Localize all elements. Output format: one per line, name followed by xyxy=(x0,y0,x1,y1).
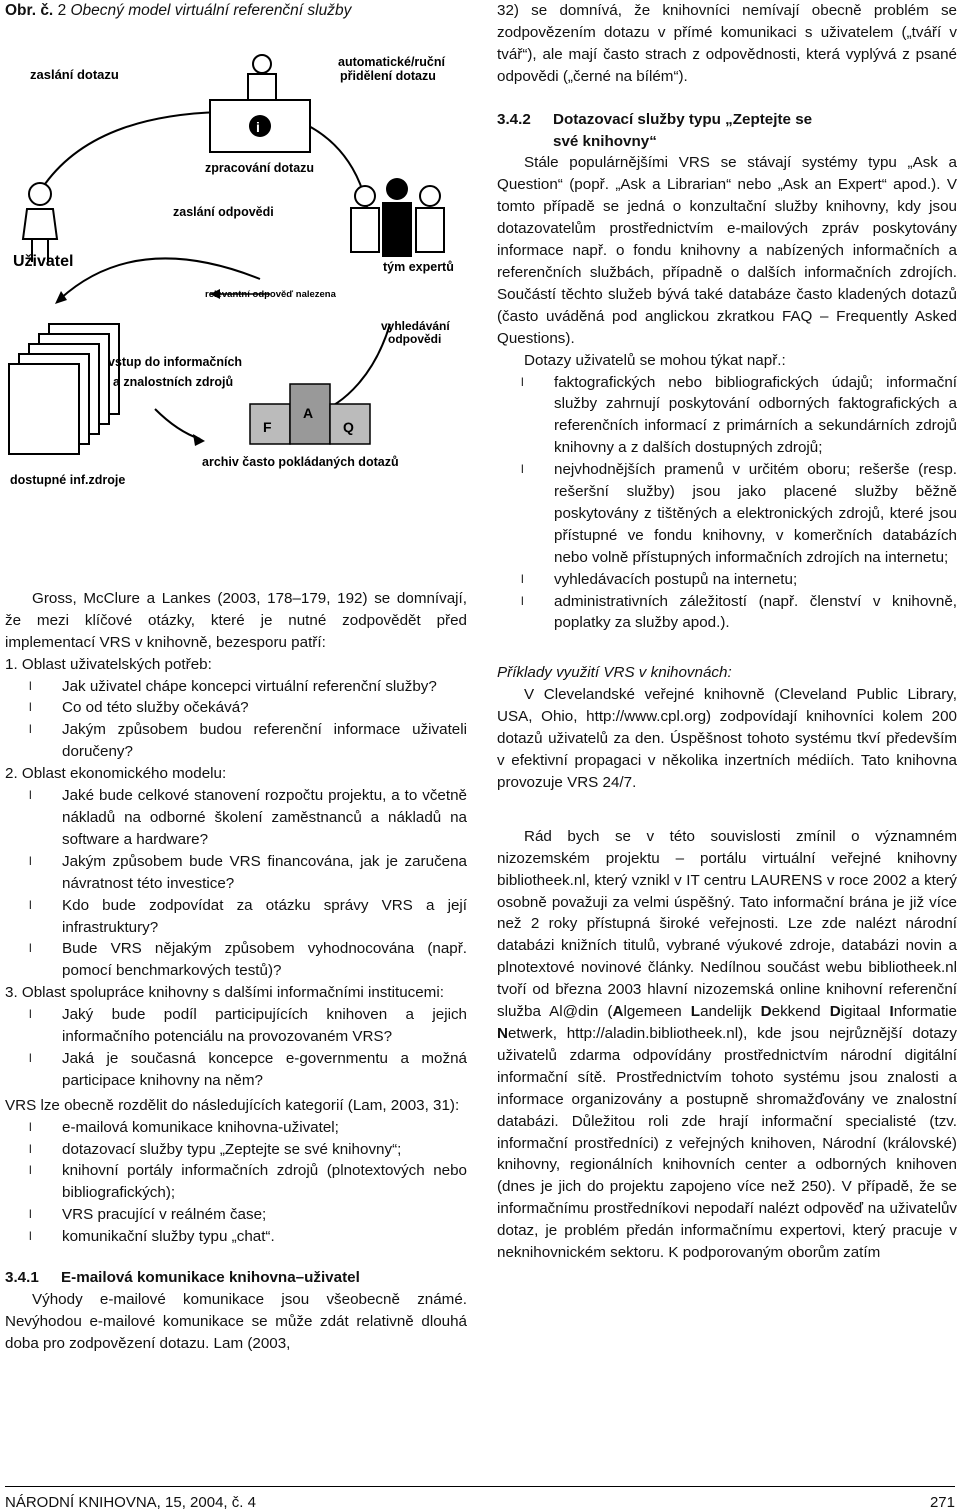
list-item: l Kdo bude zodpovídat za otázku správy VRS a její infrastruktury? xyxy=(5,895,467,939)
documents-stack-icon xyxy=(9,324,119,454)
list-item: l Jak uživatel chápe koncepci virtuální referenční služby? xyxy=(5,676,467,698)
list-item: l vyhledávacích postupů na internetu; xyxy=(497,569,957,591)
list-item: l nejvhodnějších pramenů v určitém oboru; rešerše (resp. rešeršní služby) jsou jako placené služby běžně poskytovány z tištěných a elektronických zdrojů, které jsou přístupné ve fondu knihovny, v komerčních databázích nebo volně přístupných informačních zdrojích na internetu; xyxy=(497,459,957,569)
label-processing: zpracování dotazu xyxy=(205,160,315,175)
continued-paragraph: 32) se domnívá, že knihovníci nemívají obecně problém se zodpovězením dotazu v přímé komunikaci s uživatelem („tváří v tvář“), ale mají často strach z odpovědnosti, která vyplývá z psané odpovědi („černé na bílém“). xyxy=(497,2,957,85)
bibliotheek-paragraph: Rád bych se v této souvislosti zmínil o významném nizozemském projektu – portálu virtuální veřejné knihovny bibliotheek.nl, který vznikl v IT centru LAURENS v roce 2002 a který osobně považuji za velmi úspěšný. Tato informační brána je již více než 2 roky přístupná široké veřejnosti. Lze zde nalézt národní databázi knižních titulů, vybrané výukové zdroje, databázi novin a plnotextové novinové články. Nedílnou součást webu bibliotheek.nl tvoří od března 2003 hlavní nizozemská online knihovní referenční služba Al@din (Algemeen Landelijk Dekkend Digitaal Informatie Netwerk, http://aladin.bibliotheek.nl), kde jsou nejrůznější dotazy uživatelů zdarma odpovídány prostřednictvím národní digitální informační sítě. Prostřednictvím tohoto systému jsou znalosti a informace organizovány a postupně shromažďovány ve znalostní databázi. Důležitou roli zde hrají informační specialisté (tzv. informační prostředníci) z veřejných knihoven, Národní (královské) knihovny, regionálních knihovních center a odborných knihoven (dnes je jich do projektu zapojeno více než 250). V případě, že se informačnímu prostředníkovi nepodaří nalézt odpověď na uživatelův dotaz, je problém předán informačnímu expertovi, který pracuje v neknihovnickém sektoru. K podporovaným oborům zatím xyxy=(497,827,957,1262)
label-sources: dostupné inf.zdroje xyxy=(10,472,126,487)
intro-paragraph: Gross, McClure a Lankes (2003, 178–179, 192) se domnívají, že mezi klíčové otázky, které je nutné zodpovědět před implementací VRS v knihovně, bezesporu patří: xyxy=(5,589,467,651)
footer-journal: NÁRODNÍ KNIHOVNA, 15, 2004, č. 4 xyxy=(5,1494,256,1511)
list-item: l Jaká je současná koncepce e-governmentu a možná participace knihovny na něm? xyxy=(5,1048,467,1092)
label-send-query: zaslání dotazu xyxy=(30,66,119,82)
list-item: l Jakým způsobem bude VRS financována, jak je zaručena návratnost této investice? xyxy=(5,851,467,895)
list-item: l komunikační služby typu „chat“. xyxy=(5,1226,467,1248)
list-item: l Jakým způsobem budou referenční informace uživateli doručeny? xyxy=(5,719,467,763)
vrs-model-diagram xyxy=(5,34,467,489)
label-search-1: vyhledávání xyxy=(381,318,450,333)
label-send-answer: zaslání odpovědi xyxy=(173,204,274,219)
examples-paragraph: V Clevelandské veřejné knihovně (Cleveland Public Library, USA, Ohio, http://www.cpl.org) zodpovídají knihovníci kolem 200 dotazů uživatelů za den. Úspěšnost tohoto systému tkví především v efektivní propagaci v několika inzertních médiích. Tato knihovna provozuje VRS 24/7. xyxy=(497,686,957,791)
label-input-2: a znalostních zdrojů xyxy=(113,374,234,389)
section-341-text: Výhody e-mailové komunikace jsou všeobecně známé. Nevýhodou e-mailové komunikace se může zdát relativně dlouhá doba pro zodpovězení dotazu. Lam (2003, xyxy=(5,1291,467,1352)
label-user: Uživatel xyxy=(13,252,74,270)
section-number: 3.4.1 xyxy=(5,1269,39,1287)
label-search-2: odpovědi xyxy=(388,331,442,346)
left-column xyxy=(5,0,467,1355)
expert-team-icon xyxy=(351,178,444,257)
figure-caption-title: Obecný model virtuální referenční služby xyxy=(70,2,352,19)
list-item: l Co od této služby očekává? xyxy=(5,697,467,719)
list-item: l Bude VRS nějakým způsobem vyhodnocována (např. pomocí benchmarkových testů)? xyxy=(5,938,467,982)
section-342-text: Stále populárnějšími VRS se stávají systémy typu „Ask a Question“ (popř. „Ask a Librarian“ nebo „Ask an Expert“ apod.). V tomto případě se jedná o konzultační služby knihovny, kdy jsou dotazovatelům prostřednictvím e-mailových zpráv poskytovány informace např. o fondu knihovny a nabízených informačních a referenčních službách, případně o dalších informačních zdrojích. Součástí těchto služeb bývá také databáze často kladených dotazů (často uváděná pod anglickou zkratkou FAQ – Frequently Asked Questions). xyxy=(497,154,957,347)
user-icon xyxy=(23,183,57,262)
list-item: l e-mailová komunikace knihovna-uživatel; xyxy=(5,1117,467,1139)
queries-list xyxy=(497,372,957,635)
group-3-title: 3. Oblast spolupráce knihovny s dalšími informačními institucemi: xyxy=(5,984,444,1002)
label-relevant-answer: relevantní odpověď nalezena xyxy=(205,288,336,300)
section-342-heading xyxy=(497,109,957,153)
list-item: l administrativních záležitostí (např. členství v knihovně, poplatky za služby apod.). xyxy=(497,591,957,635)
box-f-label: F xyxy=(263,418,272,435)
list-item: l VRS pracující v reálném čase; xyxy=(5,1204,467,1226)
queries-intro: Dotazy uživatelů se mohou týkat např.: xyxy=(524,351,786,369)
list-item: l Jaké bude celkové stanovení rozpočtu projektu, a to včetně nákladů na odborné školení zaměstnanců a nákladů na software a hardware? xyxy=(5,785,467,851)
label-auto-manual-1: automatické/ruční xyxy=(338,54,445,69)
desk-figure-icon xyxy=(210,55,310,152)
categories-list xyxy=(5,1117,467,1248)
categories-intro: VRS lze obecně rozdělit do následujících kategorií (Lam, 2003, 31): xyxy=(5,1096,460,1114)
list-item: l dotazovací služby typu „Zeptejte se své knihovny“; xyxy=(5,1139,467,1161)
list-item: l knihovní portály informačních zdrojů (plnotextových nebo bibliografických); xyxy=(5,1160,467,1204)
list-item: l Jaký bude podíl participujících knihoven a jejich informačního potenciálu na provozovaném VRS? xyxy=(5,1004,467,1048)
box-a-label: A xyxy=(303,404,314,421)
group-3-list xyxy=(5,1004,467,1092)
section-341-heading xyxy=(5,1267,467,1289)
group-2-list xyxy=(5,785,467,982)
page-number: 271 xyxy=(929,1494,955,1511)
figure-caption-prefix: Obr. č. xyxy=(5,2,54,19)
group-2-title: 2. Oblast ekonomického modelu: xyxy=(5,765,227,783)
footer-rule xyxy=(5,1486,955,1487)
group-1-title: 1. Oblast uživatelských potřeb: xyxy=(5,655,212,673)
label-archive: archiv často pokládaných dotazů xyxy=(202,454,399,469)
group-1-list xyxy=(5,676,467,764)
examples-heading: Příklady využití VRS v knihovnách: xyxy=(497,664,732,682)
figure-caption-num: 2 xyxy=(57,2,67,19)
section-title-line-2: své knihovny“ xyxy=(553,132,657,150)
label-input-1: vstup do informačních xyxy=(108,354,243,369)
label-auto-manual-2: přidělení dotazu xyxy=(340,68,436,83)
section-title: E-mailová komunikace knihovna–uživatel xyxy=(61,1269,360,1287)
box-q-label: Q xyxy=(343,418,354,435)
label-expert-team: tým expertů xyxy=(383,259,454,274)
page-footer xyxy=(5,1494,955,1511)
section-number: 3.4.2 xyxy=(497,110,531,128)
faq-archive-icon xyxy=(250,384,370,444)
svg-text:i: i xyxy=(256,118,260,135)
section-title-line-1: Dotazovací služby typu „Zeptejte se xyxy=(553,110,813,128)
list-item: l faktografických nebo bibliografických údajů; informační služby zahrnují poskytování odborných faktografických a referenčních informací z primárních a sekundárních zdrojů knihovny a z dalších dostupných zdrojů; xyxy=(497,372,957,460)
right-column xyxy=(497,0,957,1264)
figure-caption xyxy=(5,0,467,22)
